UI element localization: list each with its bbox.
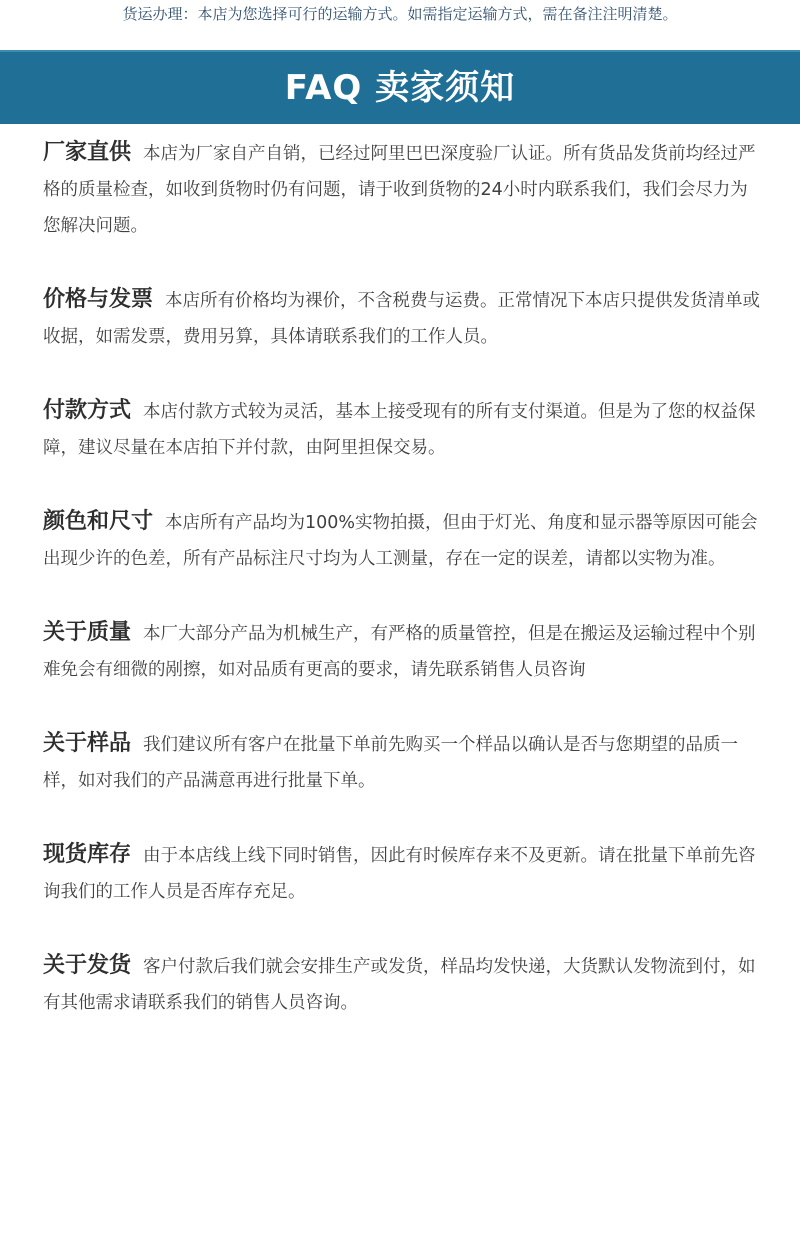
faq-body: 本店付款方式较为灵活，基本上接受现有的所有支付渠道。但是为了您的权益保障，建议尽量在本店拍下并付款，由阿里担保交易。 — [43, 402, 756, 458]
faq-heading: 关于发货 — [43, 953, 132, 978]
faq-heading: 厂家直供 — [43, 140, 132, 165]
faq-body: 本店所有价格均为裸价，不含税费与运费。正常情况下本店只提供发货清单或收据，如需发票，费用另算，具体请联系我们的工作人员。 — [43, 291, 761, 347]
faq-heading: 现货库存 — [43, 842, 132, 867]
faq-item-payment — [43, 393, 765, 466]
faq-body: 客户付款后我们就会安排生产或发货，样品均发快递，大货默认发物流到付，如有其他需求请联系我们的销售人员咨询。 — [43, 957, 756, 1013]
faq-body: 由于本店线上线下同时销售，因此有时候库存来不及更新。请在批量下单前先咨询我们的工作人员是否库存充足。 — [43, 846, 756, 902]
faq-heading: 关于质量 — [43, 620, 132, 645]
faq-title: FAQ 卖家须知 — [284, 68, 516, 108]
faq-heading: 颜色和尺寸 — [43, 509, 154, 534]
faq-body: 本店为厂家自产自销，已经过阿里巴巴深度验厂认证。所有货品发货前均经过严格的质量检查，如收到货物时仍有问题，请于收到货物的24小时内联系我们，我们会尽力为您解决问题。 — [43, 144, 756, 236]
faq-body: 本店所有产品均为100%实物拍摄，但由于灯光、角度和显示器等原因可能会出现少许的色差，所有产品标注尺寸均为人工测量，存在一定的误差，请都以实物为准。 — [43, 513, 758, 569]
shipping-note: 货运办理：本店为您选择可行的运输方式。如需指定运输方式，需在备注注明清楚。 — [122, 5, 678, 23]
faq-item-samples — [43, 726, 765, 799]
faq-item-quality — [43, 615, 765, 688]
faq-list — [43, 135, 765, 1059]
faq-body: 我们建议所有客户在批量下单前先购买一个样品以确认是否与您期望的品质一样，如对我们的产品满意再进行批量下单。 — [43, 735, 739, 791]
faq-item-color-size — [43, 504, 765, 577]
faq-item-price-invoice — [43, 282, 765, 355]
faq-heading: 价格与发票 — [43, 287, 154, 312]
faq-heading: 关于样品 — [43, 731, 132, 756]
faq-item-stock — [43, 837, 765, 910]
faq-heading: 付款方式 — [43, 398, 132, 423]
faq-item-factory-direct — [43, 135, 765, 244]
faq-body: 本厂大部分产品为机械生产，有严格的质量管控，但是在搬运及运输过程中个别难免会有细微的剐擦，如对品质有更高的要求，请先联系销售人员咨询 — [43, 624, 756, 680]
faq-item-shipping — [43, 948, 765, 1021]
faq-banner — [0, 50, 800, 124]
